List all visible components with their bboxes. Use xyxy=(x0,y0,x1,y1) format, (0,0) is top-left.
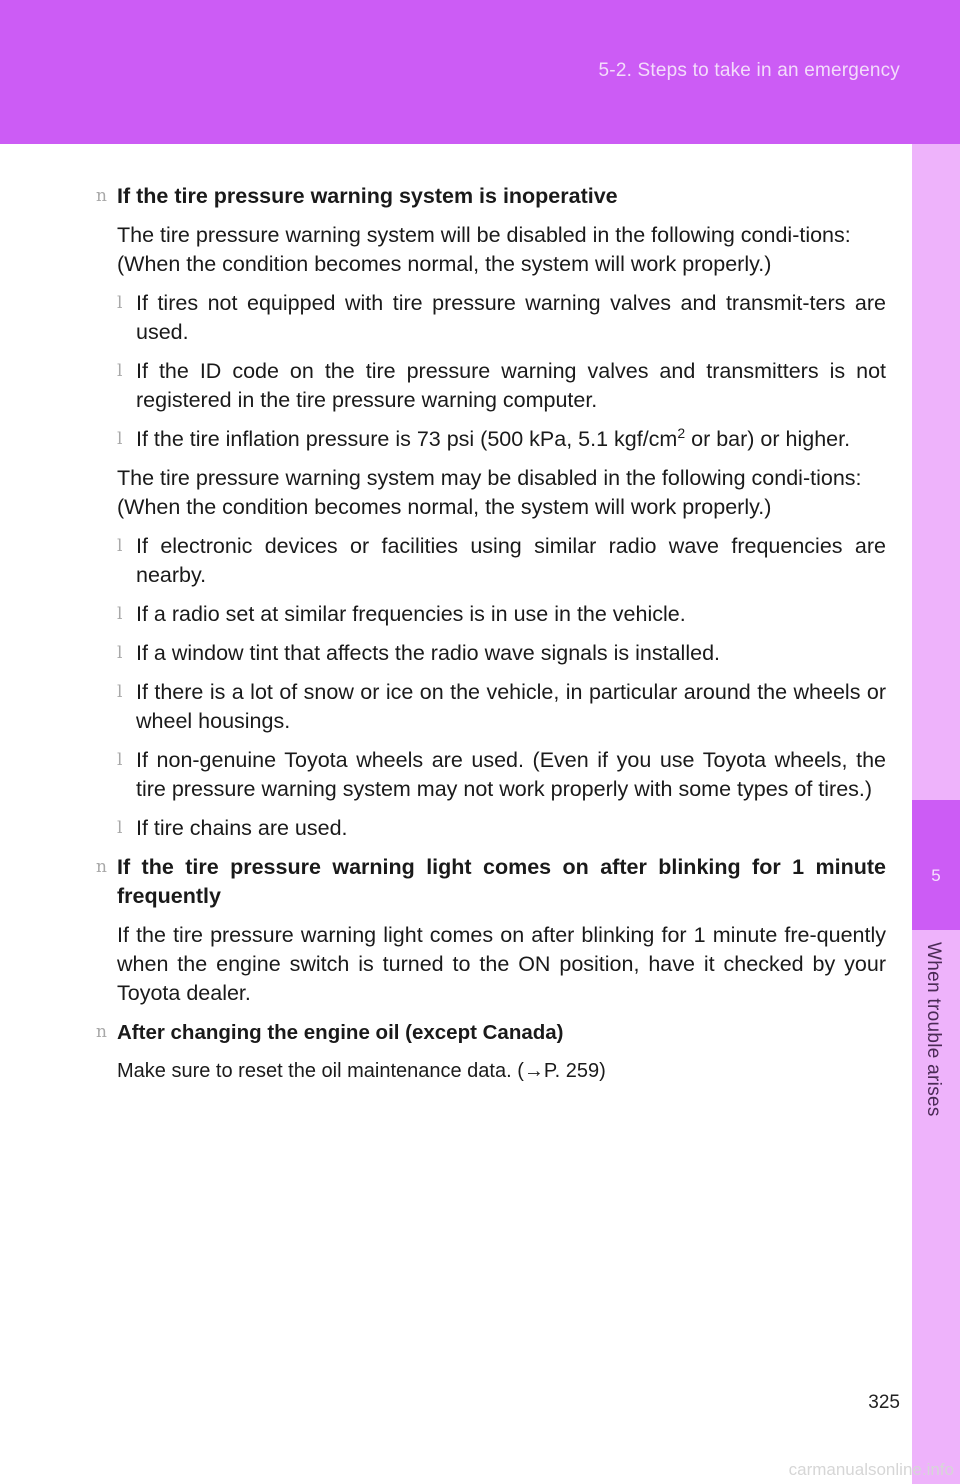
section-heading xyxy=(96,182,886,211)
heading-text: If the tire pressure warning system is inoperative xyxy=(117,184,618,208)
paragraph-text: Make sure to reset the oil maintenance data. (→P. 259) xyxy=(117,1060,606,1082)
heading-marker: n xyxy=(96,186,107,206)
page-content xyxy=(96,182,886,1096)
list-item xyxy=(117,289,886,347)
list-item xyxy=(117,425,886,454)
list-item-text: If there is a lot of snow or ice on the vehicle, in particular around the wheels or wheel housings. xyxy=(136,680,886,733)
bullet-marker: l xyxy=(117,429,123,449)
paragraph xyxy=(96,221,886,279)
section-tpws-inoperative xyxy=(96,182,886,843)
heading-marker: n xyxy=(96,1022,107,1042)
list-item xyxy=(117,532,886,590)
chapter-tab-current xyxy=(912,800,960,930)
section-heading xyxy=(96,1018,886,1047)
heading-marker: n xyxy=(96,857,107,877)
paragraph-note: (When the condition becomes normal, the system will work properly.) xyxy=(117,252,772,276)
list-item-text: If tires not equipped with tire pressure warning valves and transmit-ters are used. xyxy=(136,291,886,344)
heading-text: If the tire pressure warning light comes on after blinking for 1 minute frequently xyxy=(117,855,886,908)
bullet-marker: l xyxy=(117,818,123,838)
paragraph-text: If the tire pressure warning light comes on after blinking for 1 minute fre-quently when the engine switch is turned to the ON position, have it checked by your Toyota dealer. xyxy=(117,923,886,1005)
list-item-text-cont: or bar) or higher. xyxy=(685,427,851,451)
list-item xyxy=(117,678,886,736)
bullet-marker: l xyxy=(117,750,123,770)
watermark: carmanualsonline.info xyxy=(788,1460,954,1479)
list-item-text: If tire chains are used. xyxy=(136,816,348,840)
list-item xyxy=(117,600,886,629)
list-item-text: If a window tint that affects the radio wave signals is installed. xyxy=(136,641,720,665)
paragraph-note: (When the condition becomes normal, the system will work properly.) xyxy=(117,495,772,519)
bullet-marker: l xyxy=(117,536,123,556)
heading-text: After changing the engine oil (except Canada) xyxy=(117,1021,564,1044)
list-item-text: If non-genuine Toyota wheels are used. (Even if you use Toyota wheels, the tire pressure warning system may not work properly with some types of tires.) xyxy=(136,748,886,801)
paragraph xyxy=(96,1057,886,1086)
section-title: 5-2. Steps to take in an emergency xyxy=(598,60,900,81)
list-item-text: If the tire inflation pressure is 73 psi (500 kPa, 5.1 kgf/cm xyxy=(136,427,678,451)
superscript: 2 xyxy=(677,425,686,441)
bullet-marker: l xyxy=(117,293,123,313)
list-item xyxy=(117,746,886,804)
bullet-marker: l xyxy=(117,361,123,381)
paragraph xyxy=(96,464,886,522)
paragraph-text: The tire pressure warning system will be disabled in the following condi-tions: xyxy=(117,223,851,247)
paragraph xyxy=(96,921,886,1008)
section-warning-light-blinking xyxy=(96,853,886,1008)
bullet-marker: l xyxy=(117,682,123,702)
section-heading xyxy=(96,853,886,911)
bullet-marker: l xyxy=(117,604,123,624)
list-item-text: If electronic devices or facilities using similar radio wave frequencies are nearby. xyxy=(136,534,886,587)
list-item-text: If the ID code on the tire pressure warning valves and transmitters is not registered in the tire pressure warning computer. xyxy=(136,359,886,412)
chapter-label: When trouble arises xyxy=(923,942,944,1117)
list-item xyxy=(117,639,886,668)
list-item xyxy=(117,357,886,415)
page-number: 325 xyxy=(868,1392,900,1413)
list-item xyxy=(117,814,886,843)
chapter-number: 5 xyxy=(931,866,941,885)
paragraph-text: The tire pressure warning system may be disabled in the following condi-tions: xyxy=(117,466,862,490)
bullet-marker: l xyxy=(117,643,123,663)
section-after-oil-change xyxy=(96,1018,886,1086)
list-item-text: If a radio set at similar frequencies is in use in the vehicle. xyxy=(136,602,686,626)
